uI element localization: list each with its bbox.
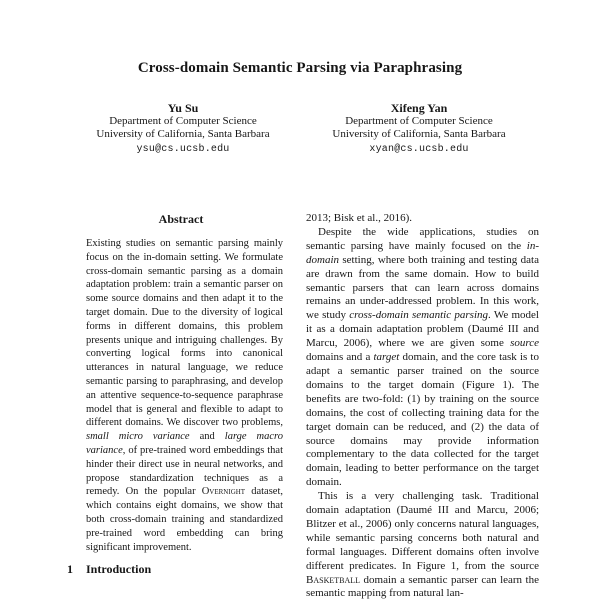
- author-name: Yu Su: [167, 101, 199, 115]
- right-column: [306, 212, 539, 600]
- intro-paragraph: This is a very challenging task. Traditional domain adaptation (Daumé III and Marcu, 2006; Blitzer et al., 2006) only concerns natural languages, while semantic parsing concerns both natural and formal languages. Different domains often involve different predicates. In Figure 1, from the source Basketball domain a semantic parser can learn the semantic mapping from natural lan-: [306, 490, 539, 600]
- author-university: University of California, Santa Barbara: [332, 128, 506, 141]
- author-email: ysu@cs.ucsb.edu: [136, 144, 230, 156]
- author-email: xyan@cs.ucsb.edu: [369, 144, 469, 156]
- author-block-1: [65, 101, 301, 157]
- section-1-heading: [67, 562, 295, 577]
- author-university: University of California, Santa Barbara: [96, 128, 270, 141]
- author-name: Xifeng Yan: [390, 101, 448, 115]
- author-department: Department of Computer Science: [109, 115, 257, 127]
- left-column: [67, 212, 295, 600]
- section-title: Introduction: [86, 562, 152, 577]
- section-number: 1: [67, 562, 73, 577]
- author-row: [65, 101, 537, 157]
- author-block-2: [301, 101, 537, 157]
- paper-title: Cross-domain Semantic Parsing via Paraphrasing: [137, 60, 463, 76]
- intro-paragraph-continuation: 2013; Bisk et al., 2016).: [306, 212, 413, 224]
- two-column-body: [67, 212, 539, 600]
- author-department: Department of Computer Science: [345, 115, 493, 127]
- abstract-heading: Abstract: [158, 212, 204, 226]
- abstract-text: Existing studies on semantic parsing mainly focus on the in-domain setting. We formulate cross-domain semantic parsing as a domain adaptation problem: train a semantic parser on some source domains and then adapt it to the target domain. Due to the diversity of logical forms in different domains, this problem presents unique and intriguing challenges. By converting logical forms into canonical utterances in natural language, we reduce semantic parsing to paraphrasing, and develop an attentive sequence-to-sequence paraphrase model that is general and flexible to adapt to different domains. We discover two problems, small micro variance and large macro variance, of pre-trained word embeddings that hinder their direct use in neural networks, and propose standardization techniques as a remedy. On the popular Overnight dataset, which contains eight domains, we show that both cross-domain training and standardized pre-trained word embedding can bring significant improvement.: [86, 238, 283, 553]
- intro-paragraph: Despite the wide applications, studies on semantic parsing have mainly focused on the in-domain setting, where both training and testing data are drawn from the same domain. How to build semantic parsers that can learn across domains remains an under-addressed problem. In this work, we study cross-domain semantic parsing. We model it as a domain adaptation problem (Daumé III and Marcu, 2006), where we are given some source domains and a target domain, and the core task is to adapt a semantic parser trained on the source domains to the target domain (Figure 1). The benefits are two-fold: (1) by training on the source domains, the cost of collecting training data for the target domain can be reduced, and (2) the data of source domains may provide information complementary to the data collected for the target domain, leading to better performance on the target domain.: [306, 225, 539, 489]
